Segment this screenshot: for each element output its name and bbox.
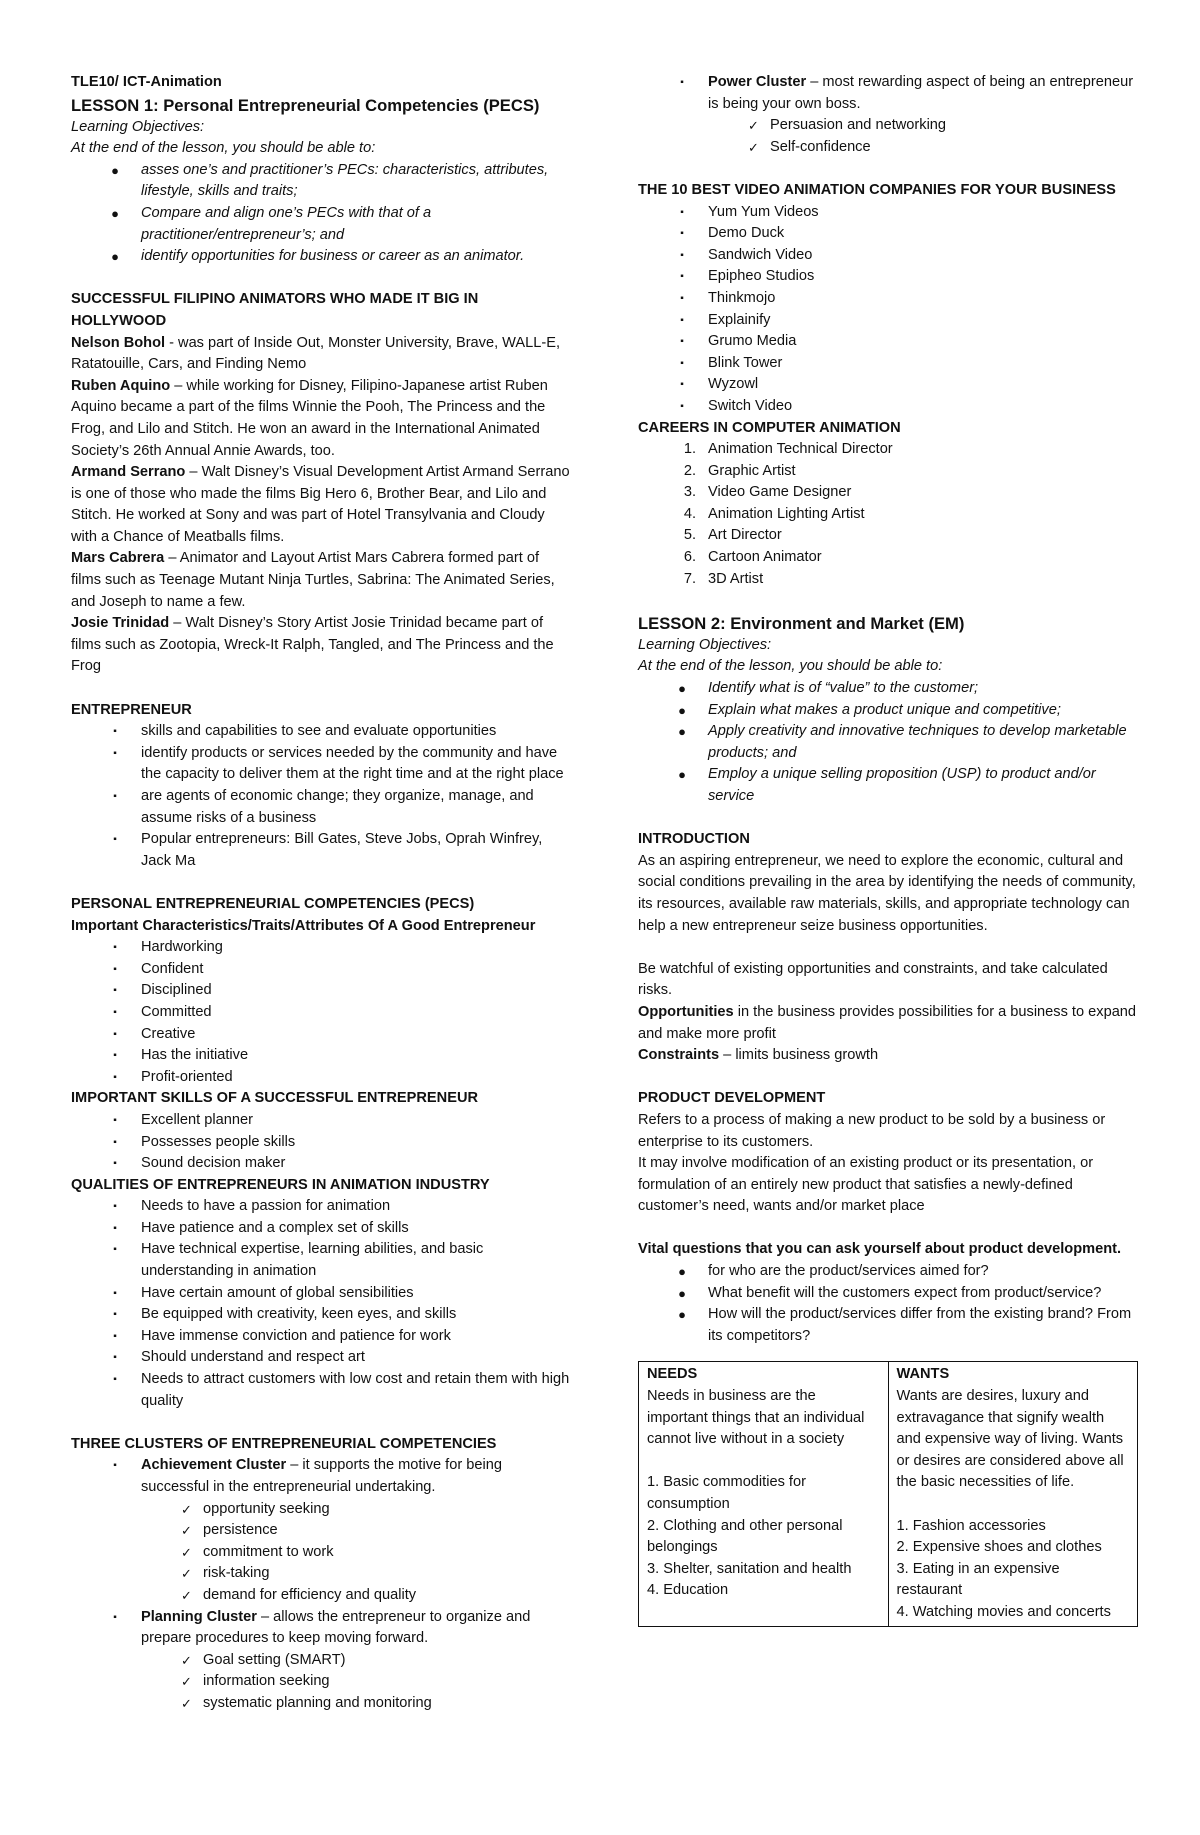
check-icon: ✓ — [181, 1501, 192, 1517]
bullet-icon: ● — [678, 702, 686, 718]
bullet-icon: ▪ — [680, 336, 684, 348]
list-item: 6. Cartoon Animator — [683, 549, 822, 566]
course-title: TLE10/ ICT-Animation — [71, 74, 222, 90]
bullet-icon: ▪ — [113, 1330, 117, 1342]
list-item: ✓ commitment to work — [71, 1542, 571, 1564]
bullet-icon: ▪ — [113, 1114, 117, 1126]
wants-description: Wants are desires, luxury and extravagance that signify wealth and expensive way of living. Wants or desires are considered above all the basic necessities of life. — [896, 1388, 1124, 1491]
wants-item: 4. Watching movies and concerts — [896, 1603, 1111, 1620]
check-icon: ✓ — [181, 1587, 192, 1603]
animator-entry: Armand Serrano – Walt Disney’s Visual Development Artist Armand Serrano is one of those who made the films Big Hero 6, Brother Bear, and Lilo and Stitch. He worked at Sony and was part of Hotel Transylvania and Cloudy with a Chance of Meatballs films. — [71, 464, 570, 545]
bullet-icon: ▪ — [680, 357, 684, 369]
check-icon: ✓ — [181, 1695, 192, 1711]
bullet-icon: ▪ — [113, 942, 117, 954]
list-item: ▪ Power Cluster – most rewarding aspect of being an entrepreneur is being your own boss. — [638, 72, 1138, 115]
list-item: ▪ are agents of economic change; they organize, manage, and assume risks of a business — [71, 786, 571, 829]
bullet-icon: ▪ — [113, 1222, 117, 1234]
section-heading: INTRODUCTION — [638, 831, 750, 848]
section-heading: QUALITIES OF ENTREPRENEURS IN ANIMATION INDUSTRY — [71, 1176, 490, 1193]
bullet-icon: ● — [678, 724, 686, 740]
list-item: ▪ Needs to have a passion for animation — [71, 1196, 571, 1218]
bullet-icon: ▪ — [680, 314, 684, 326]
needs-wants-table — [638, 1361, 1138, 1626]
list-item: ▪ Has the initiative — [71, 1045, 571, 1067]
bullet-icon: ▪ — [113, 747, 117, 759]
check-icon: ✓ — [748, 118, 759, 134]
list-item: ✓ risk-taking — [71, 1563, 571, 1585]
list-item: ▪ Sandwich Video — [638, 245, 1138, 267]
bullet-icon: ▪ — [113, 1158, 117, 1170]
lesson1-objectives-list — [71, 160, 571, 268]
list-item: ✓ persistence — [71, 1520, 571, 1542]
list-item: ● How will the product/services differ from the existing brand? From its competitors? — [638, 1304, 1138, 1347]
list-item: ✓ demand for efficiency and quality — [71, 1585, 571, 1607]
list-item: ✓ opportunity seeking — [71, 1499, 571, 1521]
bullet-icon: ▪ — [680, 206, 684, 218]
list-item: ● Compare and align one’s PECs with that of a practitioner/entrepreneur’s; and — [71, 203, 571, 246]
paragraph: Be watchful of existing opportunities and constraints, and take calculated risks. — [638, 960, 1108, 999]
wants-item: 1. Fashion accessories — [896, 1517, 1046, 1534]
list-item: ● Employ a unique selling proposition (USP) to product and/or service — [638, 764, 1138, 807]
bullet-icon: ▪ — [113, 1374, 117, 1386]
learning-objectives-label: Learning Objectives: — [71, 118, 205, 135]
list-item: ▪ Profit-oriented — [71, 1067, 571, 1089]
entrepreneur-list — [71, 721, 571, 872]
bullet-icon: ▪ — [113, 1050, 117, 1062]
bullet-icon: ▪ — [113, 1460, 117, 1472]
section-subheading: Important Characteristics/Traits/Attributes Of A Good Entrepreneur — [71, 917, 536, 934]
check-icon: ✓ — [181, 1544, 192, 1560]
section-heading: THE 10 BEST VIDEO ANIMATION COMPANIES FOR YOUR BUSINESS — [638, 181, 1116, 198]
list-item: ▪ Grumo Media — [638, 331, 1138, 353]
list-item: ✓ Persuasion and networking — [638, 115, 1138, 137]
list-item: ▪ identify products or services needed by the community and have the capacity to deliver them at the right time and at the right place — [71, 743, 571, 786]
list-item: ▪ Switch Video — [638, 396, 1138, 418]
vital-questions-list — [638, 1261, 1138, 1347]
section-heading: THREE CLUSTERS OF ENTREPRENEURIAL COMPETENCIES — [71, 1435, 497, 1452]
needs-description: Needs in business are the important things that an individual cannot live without in a society — [647, 1388, 865, 1448]
list-item: ▪ Be equipped with creativity, keen eyes, and skills — [71, 1304, 571, 1326]
paragraph: Refers to a process of making a new product to be sold by a business or enterprise to its customers. — [638, 1111, 1106, 1150]
list-item: ● Explain what makes a product unique and competitive; — [638, 700, 1138, 722]
bullet-icon: ● — [678, 681, 686, 697]
list-item: ▪ Thinkmojo — [638, 288, 1138, 310]
bullet-icon: ▪ — [113, 1201, 117, 1213]
bullet-icon: ▪ — [113, 1028, 117, 1040]
list-item: ● What benefit will the customers expect from product/service? — [638, 1283, 1138, 1305]
wants-item: 2. Expensive shoes and clothes — [896, 1539, 1102, 1556]
objectives-intro: At the end of the lesson, you should be able to: — [638, 658, 943, 675]
list-item: ▪ Explainify — [638, 310, 1138, 332]
learning-objectives-label: Learning Objectives: — [638, 636, 772, 653]
bullet-icon: ▪ — [113, 1006, 117, 1018]
bullet-icon: ▪ — [113, 726, 117, 738]
bullet-icon: ▪ — [113, 963, 117, 975]
check-icon: ✓ — [748, 139, 759, 155]
list-item: ▪ Have patience and a complex set of skills — [71, 1218, 571, 1240]
wants-cell — [888, 1362, 1138, 1626]
wants-item: 3. Eating in an expensive restaurant — [896, 1560, 1060, 1599]
list-item: ▪ Popular entrepreneurs: Bill Gates, Steve Jobs, Oprah Winfrey, Jack Ma — [71, 829, 571, 872]
list-item: ▪ Confident — [71, 959, 571, 981]
list-item: ▪ Wyzowl — [638, 374, 1138, 396]
list-item: ▪ Sound decision maker — [71, 1153, 571, 1175]
list-item: ▪ Hardworking — [71, 937, 571, 959]
list-item: ▪ Blink Tower — [638, 353, 1138, 375]
bullet-icon: ● — [678, 1307, 686, 1323]
power-cluster-list — [638, 72, 1138, 158]
list-item: 4. Animation Lighting Artist — [683, 505, 865, 522]
list-item: ▪ skills and capabilities to see and evaluate opportunities — [71, 721, 571, 743]
list-item: ▪ Have certain amount of global sensibilities — [71, 1283, 571, 1305]
bullet-icon: ▪ — [113, 1136, 117, 1148]
left-column — [71, 72, 571, 1715]
list-item: ▪ Yum Yum Videos — [638, 202, 1138, 224]
table-row — [639, 1362, 1138, 1626]
list-item: ✓ systematic planning and monitoring — [71, 1693, 571, 1715]
animator-entry: Ruben Aquino – while working for Disney, Filipino-Japanese artist Ruben Aquino became a part of the films Winnie the Pooh, The Princess and the Frog, and Lilo and Stitch. He won an award in the International Animated Society’s 26th Annual Annie Awards, too. — [71, 377, 548, 459]
section-heading: CAREERS IN COMPUTER ANIMATION — [638, 419, 901, 436]
list-item: ● for who are the product/services aimed for? — [638, 1261, 1138, 1283]
check-icon: ✓ — [181, 1652, 192, 1668]
list-item: ▪ Possesses people skills — [71, 1132, 571, 1154]
bullet-icon: ▪ — [680, 77, 684, 88]
paragraph: It may involve modification of an existing product or its presentation, or formulation of an entirely new product that satisfies a newly-defined customer’s need, wants and/or market place — [638, 1155, 1094, 1215]
list-item: ▪ Disciplined — [71, 980, 571, 1002]
bullet-icon: ▪ — [113, 1071, 117, 1083]
list-item: 7. 3D Artist — [683, 570, 764, 587]
lesson1-title: LESSON 1: Personal Entrepreneurial Competencies (PECS) — [71, 95, 540, 115]
bullet-icon: ▪ — [113, 1309, 117, 1321]
list-item: ✓ Self-confidence — [638, 137, 1138, 159]
bullet-icon: ● — [678, 1264, 686, 1280]
right-column — [638, 72, 1138, 1627]
list-item: ▪ Demo Duck — [638, 223, 1138, 245]
list-item: ▪ Excellent planner — [71, 1110, 571, 1132]
list-item: ✓ Goal setting (SMART) — [71, 1650, 571, 1672]
lesson2-objectives-list — [638, 678, 1138, 808]
bullet-icon: ● — [111, 162, 119, 178]
lesson2-title: LESSON 2: Environment and Market (EM) — [638, 613, 965, 633]
bullet-icon: ▪ — [113, 791, 117, 802]
bullet-icon: ▪ — [680, 249, 684, 261]
careers-list — [638, 439, 1138, 590]
objectives-intro: At the end of the lesson, you should be able to: — [71, 140, 376, 157]
needs-item: 2. Clothing and other personal belongings — [647, 1517, 843, 1556]
pecs-list — [71, 937, 571, 1088]
list-item: ▪ Needs to attract customers with low cost and retain them with high quality — [71, 1369, 571, 1412]
bullet-icon: ▪ — [113, 1244, 117, 1256]
bullet-icon: ● — [678, 767, 686, 783]
section-heading: IMPORTANT SKILLS OF A SUCCESSFUL ENTREPRENEUR — [71, 1090, 479, 1107]
section-heading: PERSONAL ENTREPRENEURIAL COMPETENCIES (PECS) — [71, 895, 475, 912]
paragraph: Opportunities in the business provides possibilities for a business to expand and make more profit — [638, 1003, 1137, 1042]
list-item: ● identify opportunities for business or career as an animator. — [71, 246, 571, 268]
list-item: ● Apply creativity and innovative techniques to develop marketable products; and — [638, 721, 1138, 764]
bullet-icon: ▪ — [680, 292, 684, 304]
list-item: 1. Animation Technical Director — [683, 441, 893, 458]
bullet-icon: ▪ — [113, 1352, 117, 1364]
section-heading: PRODUCT DEVELOPMENT — [638, 1090, 826, 1107]
animator-entry: Mars Cabrera – Animator and Layout Artist Mars Cabrera formed part of films such as Teenage Mutant Ninja Turtles, Sabrina: The Animated Series, and Joseph to name a few. — [71, 550, 555, 610]
check-icon: ✓ — [181, 1674, 192, 1690]
bullet-icon: ▪ — [113, 985, 117, 997]
list-item: ● Identify what is of “value” to the customer; — [638, 678, 1138, 700]
list-item: ▪ Creative — [71, 1024, 571, 1046]
list-item: 2. Graphic Artist — [683, 462, 796, 479]
section-subheading: Vital questions that you can ask yourself about product development. — [638, 1241, 1122, 1258]
bullet-icon: ● — [111, 249, 119, 265]
needs-item: 1. Basic commodities for consumption — [647, 1474, 806, 1512]
list-item: ✓ information seeking — [71, 1671, 571, 1693]
bullet-icon: ▪ — [113, 834, 117, 846]
check-icon: ✓ — [181, 1523, 192, 1539]
bullet-icon: ● — [111, 205, 119, 221]
bullet-icon: ▪ — [680, 379, 684, 391]
bullet-icon: ▪ — [680, 228, 684, 240]
list-item: ▪ Have technical expertise, learning abilities, and basic understanding in animation — [71, 1239, 571, 1282]
bullet-icon: ▪ — [113, 1287, 117, 1299]
check-icon: ✓ — [181, 1566, 192, 1582]
bullet-icon: ● — [678, 1285, 686, 1301]
animator-entry: Nelson Bohol - was part of Inside Out, Monster University, Brave, WALL-E, Ratatouille, Cars, and Finding Nemo — [71, 334, 561, 373]
skills-list — [71, 1110, 571, 1175]
list-item: ▪ Committed — [71, 1002, 571, 1024]
wants-header: WANTS — [896, 1366, 950, 1383]
list-item: ▪ Have immense conviction and patience for work — [71, 1326, 571, 1348]
list-item: ▪ Achievement Cluster – it supports the motive for being successful in the entrepreneurial undertaking. — [71, 1455, 571, 1498]
needs-item: 3. Shelter, sanitation and health — [647, 1560, 852, 1577]
needs-header: NEEDS — [647, 1366, 698, 1383]
section-heading: SUCCESSFUL FILIPINO ANIMATORS WHO MADE IT BIG IN HOLLYWOOD — [71, 291, 479, 329]
paragraph: As an aspiring entrepreneur, we need to explore the economic, cultural and social conditions prevailing in the area by identifying the needs of community, its resources, available raw materials, skills, and appropriate technology can help a new entrepreneur seize business opportunities. — [638, 852, 1136, 934]
list-item: ● asses one’s and practitioner’s PECs: characteristics, attributes, lifestyle, skills and traits; — [71, 160, 571, 203]
needs-cell — [639, 1362, 889, 1626]
companies-list — [638, 202, 1138, 418]
list-item: ▪ Should understand and respect art — [71, 1347, 571, 1369]
list-item: 3. Video Game Designer — [683, 484, 852, 501]
list-item: ▪ Epipheo Studios — [638, 266, 1138, 288]
section-heading: ENTREPRENEUR — [71, 701, 192, 718]
animator-entry: Josie Trinidad – Walt Disney’s Story Artist Josie Trinidad became part of films such as Zootopia, Wreck-It Ralph, Tangled, and The Princess and the Frog — [71, 615, 554, 675]
qualities-list — [71, 1196, 571, 1412]
list-item: 5. Art Director — [683, 527, 782, 544]
bullet-icon: ▪ — [680, 400, 684, 412]
clusters-list — [71, 1455, 571, 1714]
paragraph: Constraints – limits business growth — [638, 1047, 879, 1064]
list-item: ▪ Planning Cluster – allows the entrepreneur to organize and prepare procedures to keep moving forward. — [71, 1607, 571, 1650]
needs-item: 4. Education — [647, 1582, 729, 1599]
bullet-icon: ▪ — [113, 1611, 117, 1623]
bullet-icon: ▪ — [680, 271, 684, 283]
